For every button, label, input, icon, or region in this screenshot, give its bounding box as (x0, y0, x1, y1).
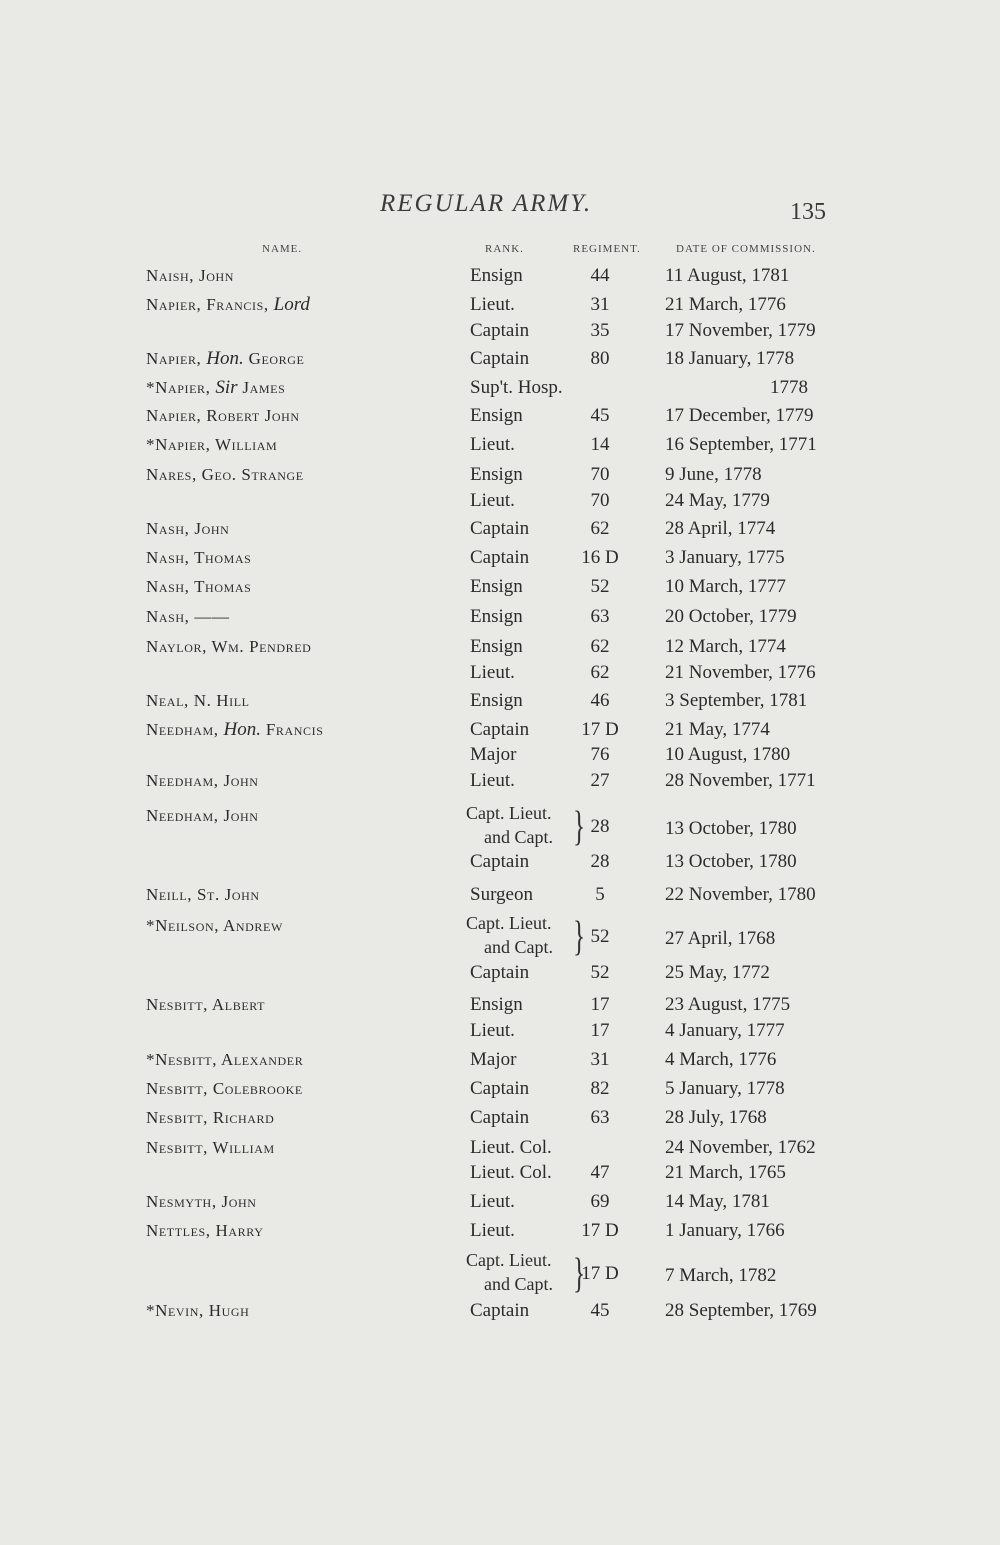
table-row (0, 518, 1000, 548)
header-rank: RANK. (485, 243, 524, 255)
officer-name: Needham, Hon. Francis (146, 719, 324, 740)
rank: Captain (470, 320, 530, 341)
table-row (0, 320, 1000, 350)
rank: Captain (470, 518, 530, 539)
regiment: 17 (590, 1020, 610, 1041)
regiment: 76 (590, 744, 610, 765)
commission-date: 24 November, 1762 (665, 1137, 816, 1158)
regiment: 16 D (581, 547, 619, 568)
regiment: 47 (590, 1162, 610, 1183)
table-row (0, 1220, 1000, 1250)
table-row (0, 348, 1000, 378)
table-row (0, 405, 1000, 435)
regiment: 45 (590, 1300, 610, 1321)
commission-date: 5 January, 1778 (665, 1078, 785, 1099)
regiment: 69 (590, 1191, 610, 1212)
rank: Capt. Lieut. and Capt. (466, 803, 553, 847)
regiment: 82 (590, 1078, 610, 1099)
rank: Lieut. (470, 770, 515, 791)
commission-date: 10 August, 1780 (665, 744, 791, 765)
regiment: 17 D (581, 1220, 619, 1241)
regiment: 63 (590, 606, 610, 627)
table-row (0, 1162, 1000, 1192)
regiment: 14 (590, 434, 610, 455)
officer-name: Nesbitt, Richard (146, 1108, 275, 1127)
commission-date: 16 September, 1771 (665, 434, 817, 455)
table-row (0, 1078, 1000, 1108)
rank: Ensign (470, 636, 523, 657)
regiment: 31 (590, 294, 610, 315)
commission-date: 1 January, 1766 (665, 1220, 785, 1241)
regiment: 27 (590, 770, 610, 791)
commission-date: 28 April, 1774 (665, 518, 776, 539)
commission-date: 21 March, 1765 (665, 1162, 786, 1183)
regiment: 63 (590, 1107, 610, 1128)
rank: Major (470, 1049, 517, 1070)
commission-date: 27 April, 1768 (665, 928, 776, 949)
officer-name: Nesbitt, Colebrooke (146, 1079, 303, 1098)
rank: Major (470, 744, 517, 765)
name-title: Hon. (223, 719, 261, 740)
officer-name: Nash, —— (146, 607, 230, 626)
rank: Lieut. (470, 294, 515, 315)
table-row (0, 490, 1000, 520)
regiment: 17 (590, 994, 610, 1015)
commission-date: 9 June, 1778 (665, 464, 762, 485)
commission-date: 21 May, 1774 (665, 719, 770, 740)
header-name: NAME. (262, 243, 303, 255)
regiment: 44 (590, 265, 610, 286)
table-row (0, 1049, 1000, 1079)
regiment: 28 (590, 851, 610, 872)
name-title: Hon. (206, 348, 244, 369)
commission-date: 17 December, 1779 (665, 405, 814, 426)
officer-name: Napier, Hon. George (146, 348, 305, 369)
officer-name: Nares, Geo. Strange (146, 465, 304, 484)
commission-date: 21 March, 1776 (665, 294, 786, 315)
officer-name: *Napier, William (146, 435, 278, 454)
commission-date: 28 September, 1769 (665, 1300, 817, 1321)
commission-date: 25 May, 1772 (665, 962, 770, 983)
regiment: 52 (590, 926, 610, 947)
commission-date: 10 March, 1777 (665, 576, 786, 597)
rank: Ensign (470, 464, 523, 485)
table-row (0, 576, 1000, 606)
officer-name: *Nesbitt, Alexander (146, 1050, 304, 1069)
officer-name: Nesbitt, William (146, 1138, 275, 1157)
regiment: 35 (590, 320, 610, 341)
commission-date: 18 January, 1778 (665, 348, 795, 369)
commission-date: 23 August, 1775 (665, 994, 791, 1015)
commission-date: 21 November, 1776 (665, 662, 816, 683)
rank: Captain (470, 962, 530, 983)
table-row (0, 1250, 1000, 1297)
regiment: 31 (590, 1049, 610, 1070)
table-row (0, 606, 1000, 636)
rank: Captain (470, 1107, 530, 1128)
regiment: 52 (590, 576, 610, 597)
commission-date: 3 January, 1775 (665, 547, 785, 568)
table-row (0, 803, 1000, 850)
commission-date: 13 October, 1780 (665, 818, 797, 839)
officer-name: Nesmyth, John (146, 1192, 257, 1211)
commission-date: 4 January, 1777 (665, 1020, 785, 1041)
rank: Captain (470, 1078, 530, 1099)
officer-name: Nash, Thomas (146, 577, 252, 596)
table-row (0, 1020, 1000, 1050)
officer-name: *Napier, Sir James (146, 377, 286, 398)
regiment: 70 (590, 464, 610, 485)
commission-date: 3 September, 1781 (665, 690, 808, 711)
officer-name: Needham, John (146, 806, 259, 825)
table-row (0, 1300, 1000, 1330)
commission-date: 17 November, 1779 (665, 320, 816, 341)
rank: Capt. Lieut. and Capt. (466, 913, 553, 957)
officer-name: Naish, John (146, 266, 234, 285)
table-row (0, 265, 1000, 295)
rank: Lieut. (470, 1020, 515, 1041)
rank: Lieut. (470, 662, 515, 683)
commission-date: 20 October, 1779 (665, 606, 797, 627)
commission-date: 24 May, 1779 (665, 490, 770, 511)
name-title: Lord (273, 294, 310, 315)
officer-name: *Neilson, Andrew (146, 916, 283, 935)
rank: Capt. Lieut. and Capt. (466, 1250, 553, 1294)
rank: Captain (470, 719, 530, 740)
rank: Surgeon (470, 884, 533, 905)
brace-icon: } (573, 804, 586, 850)
officer-name: Napier, Francis, Lord (146, 294, 310, 315)
officer-name: Nettles, Harry (146, 1221, 264, 1240)
rank: Ensign (470, 405, 523, 426)
table-row (0, 1191, 1000, 1221)
regiment: 28 (590, 816, 610, 837)
rank: Captain (470, 1300, 530, 1321)
officer-name: Nash, Thomas (146, 548, 252, 567)
regiment: 52 (590, 962, 610, 983)
commission-date: 28 July, 1768 (665, 1107, 767, 1128)
page-title: REGULAR ARMY. (380, 190, 593, 217)
officer-name: Nesbitt, Albert (146, 995, 266, 1014)
rank: Lieut. (470, 434, 515, 455)
commission-date: 1778 (770, 377, 808, 398)
officer-name: Neal, N. Hill (146, 691, 250, 710)
rank: Captain (470, 851, 530, 872)
header-regiment: REGIMENT. (573, 243, 641, 255)
rank: Captain (470, 547, 530, 568)
rank: Ensign (470, 690, 523, 711)
table-row (0, 547, 1000, 577)
rank: Lieut. Col. (470, 1162, 552, 1183)
table-row (0, 1107, 1000, 1137)
rank: Ensign (470, 994, 523, 1015)
table-row (0, 962, 1000, 992)
table-row (0, 770, 1000, 800)
regiment: 46 (590, 690, 610, 711)
table-row (0, 662, 1000, 692)
table-row (0, 377, 1000, 407)
table-row (0, 690, 1000, 720)
officer-name: Neill, St. John (146, 885, 260, 904)
rank: Ensign (470, 576, 523, 597)
regiment: 80 (590, 348, 610, 369)
commission-date: 13 October, 1780 (665, 851, 797, 872)
commission-date: 12 March, 1774 (665, 636, 786, 657)
rank: Ensign (470, 265, 523, 286)
table-row (0, 913, 1000, 960)
table-row (0, 884, 1000, 914)
regiment: 62 (590, 662, 610, 683)
officer-name: Needham, John (146, 771, 259, 790)
name-title: Sir (215, 377, 238, 398)
header-date: DATE OF COMMISSION. (676, 243, 816, 255)
commission-date: 22 November, 1780 (665, 884, 816, 905)
commission-date: 14 May, 1781 (665, 1191, 770, 1212)
regiment: 45 (590, 405, 610, 426)
regiment: 17 D (581, 1263, 619, 1284)
rank: Lieut. (470, 490, 515, 511)
officer-name: Napier, Robert John (146, 406, 300, 425)
rank: Lieut. Col. (470, 1137, 552, 1158)
regiment: 62 (590, 518, 610, 539)
page-number: 135 (790, 199, 826, 225)
brace-icon: } (573, 914, 586, 960)
rank: Lieut. (470, 1220, 515, 1241)
commission-date: 11 August, 1781 (665, 265, 790, 286)
officer-name: Naylor, Wm. Pendred (146, 637, 312, 656)
regiment: 17 D (581, 719, 619, 740)
table-row (0, 851, 1000, 881)
brace-icon: } (573, 1251, 586, 1297)
rank: Lieut. (470, 1191, 515, 1212)
regiment: 5 (595, 884, 605, 905)
commission-date: 4 March, 1776 (665, 1049, 777, 1070)
commission-date: 7 March, 1782 (665, 1265, 777, 1286)
regiment: 62 (590, 636, 610, 657)
rank: Sup't. Hosp. (470, 377, 563, 398)
rank: Ensign (470, 606, 523, 627)
regiment: 70 (590, 490, 610, 511)
officer-name: Nash, John (146, 519, 230, 538)
table-row (0, 434, 1000, 464)
officer-name: *Nevin, Hugh (146, 1301, 250, 1320)
commission-date: 28 November, 1771 (665, 770, 816, 791)
rank: Captain (470, 348, 530, 369)
